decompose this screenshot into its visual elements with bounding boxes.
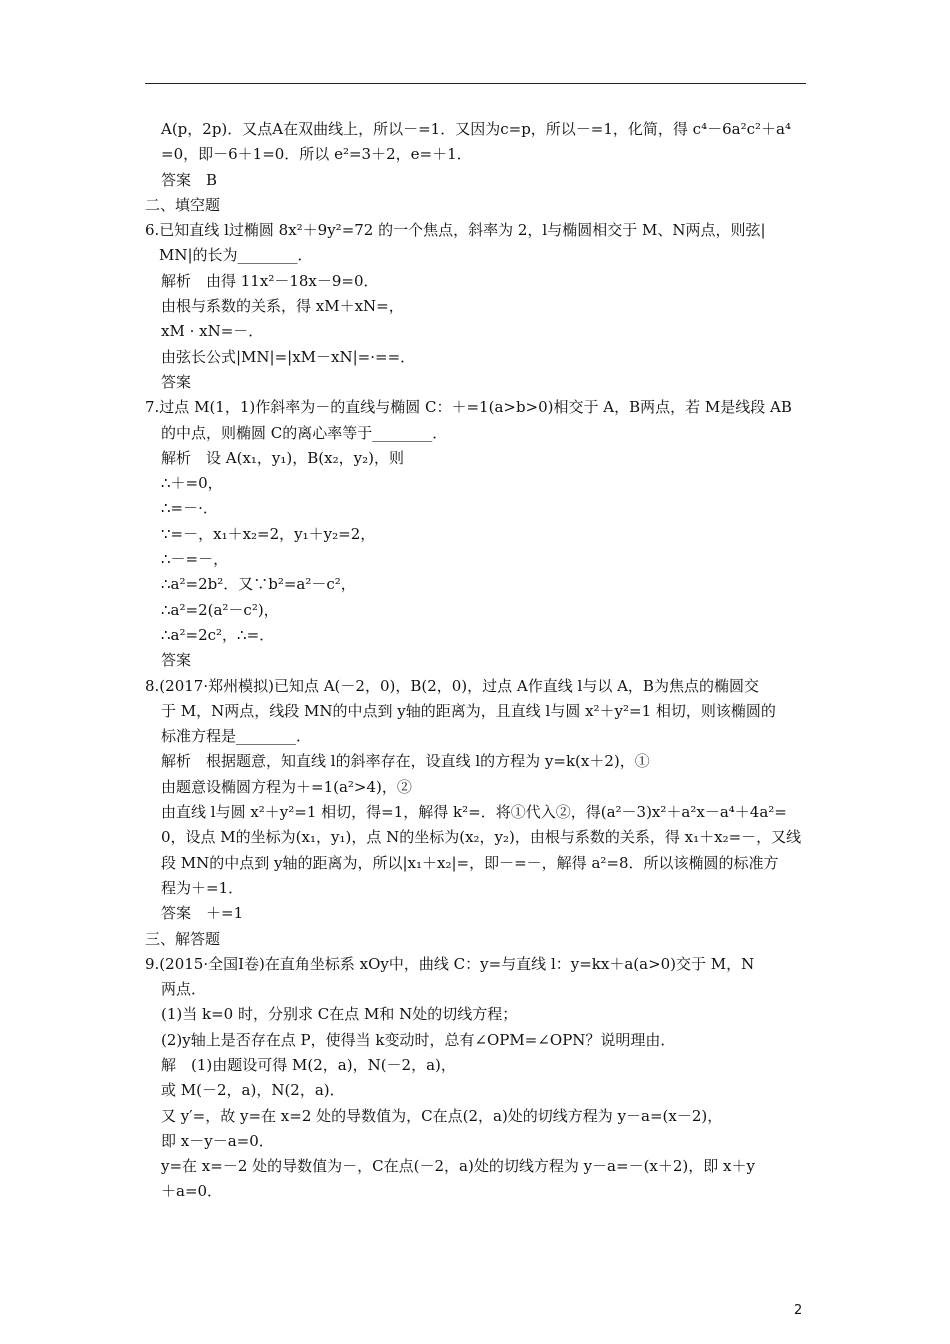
text-line: 由题意设椭圆方程为＋=1(a²>4)，② (161, 777, 412, 796)
text-line: 于 M，N两点，线段 MN的中点到 y轴的距离为，且直线 l与圆 x²＋y²=1 相切，则该椭圆的 (161, 701, 776, 720)
text-line: 三、解答题 (145, 929, 221, 948)
text-line: 解 (1)由题设可得 M(2，a)，N(－2，a)， (161, 1055, 456, 1074)
text-line: 解析 设 A(x₁，y₁)，B(x₂，y₂)，则 (161, 448, 404, 467)
text-line: ∴a²=2(a²－c²)， (161, 600, 279, 619)
text-line: 解析 由得 11x²－18x－9=0． (161, 271, 379, 290)
text-line: 答案 B (161, 170, 218, 189)
text-line: ∴a²=2b²．又∵b²=a²－c²， (161, 575, 356, 594)
text-line: 答案 (161, 372, 192, 391)
text-line: 8.(2017·郑州模拟)已知点 A(－2，0)，B(2，0)，过点 A作直线 l与以 A，B为焦点的椭圆交 (145, 676, 759, 695)
text-line: 标准方程是________． (161, 727, 312, 746)
text-line: 由根与系数的关系，得 xM＋xN=， (161, 297, 404, 316)
text-line: 答案 ＋=1 (161, 904, 244, 923)
text-line: ＋a=0． (161, 1182, 223, 1201)
text-line: ∴＋=0， (161, 474, 223, 493)
text-line: 两点． (161, 980, 207, 999)
text-line: 9.(2015·全国Ⅰ卷)在直角坐标系 xOy中，曲线 C：y=与直线 l：y=kx＋a(a>0)交于 M，N (145, 954, 755, 973)
text-line: ∴－=－， (161, 550, 229, 569)
header-rule (145, 83, 806, 84)
text-line: 即 x－y－a=0． (161, 1131, 274, 1150)
text-line: A(p，2p)．又点A在双曲线上，所以－=1．又因为c=p，所以－=1，化简，得 c⁴－6a²c²＋a⁴ (161, 120, 791, 138)
text-line: 二、填空题 (145, 195, 221, 214)
text-line: 解析 根据题意，知直线 l的斜率存在，设直线 l的方程为 y=k(x＋2)，① (161, 752, 650, 771)
document-body (145, 117, 810, 1205)
text-line: (1)当 k=0 时，分别求 C在点 M和 N处的切线方程； (161, 1005, 518, 1024)
text-line: 段 MN的中点到 y轴的距离为，所以|x₁＋x₂|=，即－=－，解得 a²=8．所以该椭圆的标准方 (161, 853, 779, 872)
text-line: MN|的长为________． (159, 246, 313, 265)
text-line: 或 M(－2，a)，N(2，a)． (161, 1081, 345, 1100)
text-line: 又 y′=，故 y=在 x=2 处的导数值为，C在点(2，a)处的切线方程为 y－a=(x－2)， (161, 1106, 723, 1125)
page-number: 2 (794, 1303, 803, 1318)
text-line: ∵=－，x₁＋x₂=2，y₁＋y₂=2， (161, 524, 376, 543)
text-line: ∴=－·． (161, 499, 218, 518)
text-line: 由直线 l与圆 x²＋y²=1 相切，得=1，解得 k²=．将①代入②，得(a²－3)x²＋a²x－a⁴＋4a²= (161, 803, 787, 822)
text-line: ∴a²=2c²，∴=． (161, 625, 275, 644)
text-line: y=在 x=－2 处的导数值为－，C在点(－2，a)处的切线方程为 y－a=－(x＋2)，即 x＋y (161, 1157, 755, 1176)
text-line: xM · xN=－． (161, 322, 264, 341)
text-line: 程为＋=1． (161, 878, 244, 897)
text-line: (2)y轴上是否存在点 P，使得当 k变动时，总有∠OPM=∠OPN？说明理由． (161, 1030, 676, 1049)
text-line: 6.已知直线 l过椭圆 8x²＋9y²=72 的一个焦点，斜率为 2，l与椭圆相交于 M、N两点，则弦| (145, 221, 766, 240)
text-line: 的中点，则椭圆 C的离心率等于________． (161, 423, 448, 442)
text-line: 0，设点 M的坐标为(x₁，y₁)，点 N的坐标为(x₂，y₂)，由根与系数的关系，得 x₁＋x₂=－，又线 (161, 828, 802, 847)
text-line: =0，即－6＋1=0．所以 e²=3＋2，e=＋1． (161, 145, 472, 164)
text-line: 7.过点 M(1，1)作斜率为－的直线与椭圆 C：＋=1(a>b>0)相交于 A，B两点，若 M是线段 AB (145, 398, 792, 417)
text-line: 答案 (161, 651, 192, 670)
text-line: 由弦长公式|MN|=|xM－xN|=·==． (161, 347, 416, 366)
